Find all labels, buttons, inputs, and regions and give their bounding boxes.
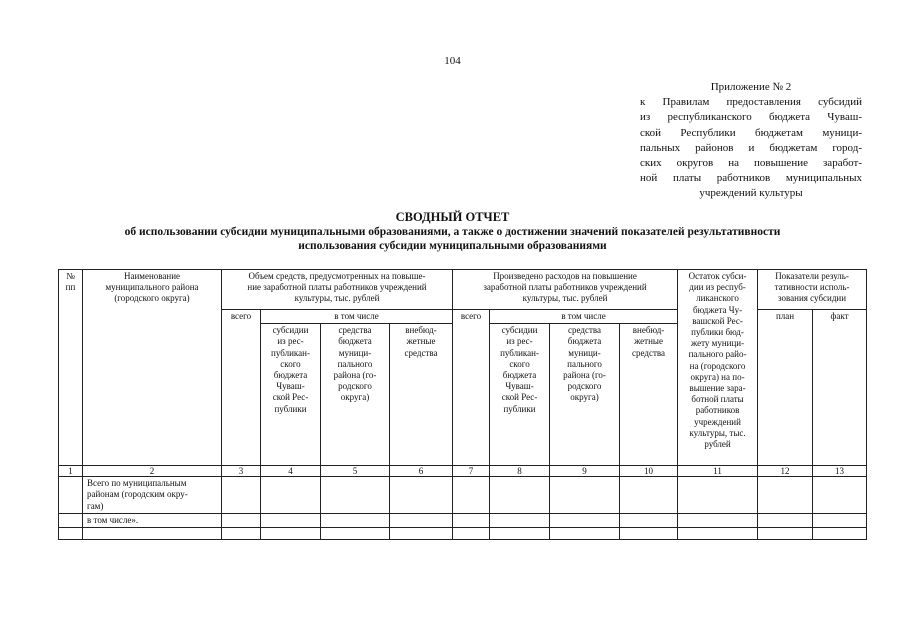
column-number: 7 (453, 466, 490, 477)
header-subsidy: субсидии из рес- публикан- ского бюджета Чуваш- ской Рес- публики (490, 324, 550, 466)
column-number: 11 (678, 466, 758, 477)
header-including: в том числе (490, 310, 678, 324)
appendix-line: пальных районов и бюджетам город- (640, 141, 862, 154)
appendix-line: ской Республики бюджетам муници- (640, 126, 862, 139)
table-cell (83, 528, 222, 540)
column-number: 12 (758, 466, 813, 477)
header-fact: факт (813, 310, 867, 466)
table-cell (390, 513, 453, 527)
header-subsidy: субсидии из рес- публикан- ского бюджета Чуваш- ской Рес- публики (261, 324, 321, 466)
column-number: 8 (490, 466, 550, 477)
column-number: 13 (813, 466, 867, 477)
header-balance: Остаток субси- дии из респуб- ликанского бюджета Чу- вашской Рес- публики бюд- жету муници- пального райо- на (городского округа) на по- вышение зара- ботной платы работников учреждений культуры, тыс. рублей (678, 270, 758, 466)
table-cell (261, 528, 321, 540)
report-title-block (40, 209, 865, 253)
table-cell (490, 513, 550, 527)
header-local-funds: средства бюджета муници- пального района (го- родского округа) (321, 324, 390, 466)
header-local-funds: средства бюджета муници- пального района (го- родского округа) (550, 324, 620, 466)
table-cell (490, 477, 550, 514)
table-cell (222, 528, 261, 540)
table-row-total (59, 477, 867, 514)
table-cell (390, 477, 453, 514)
table-cell (620, 477, 678, 514)
column-number: 6 (390, 466, 453, 477)
table-cell (59, 528, 83, 540)
column-number: 10 (620, 466, 678, 477)
table-cell (222, 513, 261, 527)
table-cell (261, 513, 321, 527)
report-subtitle: использования субсидии муниципальными образованиями (298, 240, 607, 252)
appendix-line: учреждений культуры (699, 187, 803, 200)
report-subtitle: об использовании субсидии муниципальными образованиями, а также о достижении значений показателей результативности (124, 226, 781, 238)
table-cell (620, 513, 678, 527)
table-cell (758, 477, 813, 514)
header-including: в том числе (261, 310, 453, 324)
table-cell (550, 528, 620, 540)
appendix-line: ной платы работников муниципальных (640, 172, 862, 185)
table-cell (758, 528, 813, 540)
header-spent: Произведено расходов на повышение заработной платы работников учреждений культуры, тыс. рублей (453, 270, 678, 310)
column-number: 4 (261, 466, 321, 477)
table-cell (550, 477, 620, 514)
table-row-empty (59, 528, 867, 540)
table-cell (59, 513, 83, 527)
header-plan: план (758, 310, 813, 466)
row-including-label: в том числе». (83, 513, 222, 527)
report-table (58, 269, 867, 540)
row-total-label: Всего по муниципальным районам (городским окру- гам) (83, 477, 222, 514)
table-row-including (59, 513, 867, 527)
report-title: СВОДНЫЙ ОТЧЕТ (395, 210, 510, 224)
column-number: 5 (321, 466, 390, 477)
appendix-title: Приложение № 2 (710, 81, 792, 93)
table-cell (813, 528, 867, 540)
header-name: Наименование муниципального района (городского округа) (83, 270, 222, 466)
table-cell (453, 528, 490, 540)
table-cell (678, 528, 758, 540)
table-cell (453, 513, 490, 527)
table-cell (813, 513, 867, 527)
table-cell (222, 477, 261, 514)
column-number-row (59, 466, 867, 477)
column-number: 3 (222, 466, 261, 477)
table-cell (390, 528, 453, 540)
appendix-line: к Правилам предоставления субсидий (640, 96, 862, 109)
column-number: 2 (83, 466, 222, 477)
table-cell (678, 477, 758, 514)
table-cell (321, 528, 390, 540)
table-cell (490, 528, 550, 540)
appendix-block (640, 80, 862, 202)
table-cell (550, 513, 620, 527)
header-total: всего (222, 310, 261, 466)
header-extra-budget: внебюд- жетные средства (620, 324, 678, 466)
table-cell (453, 477, 490, 514)
header-number: № пп (59, 270, 83, 466)
table-cell (678, 513, 758, 527)
table-cell (321, 477, 390, 514)
table-cell (758, 513, 813, 527)
table-cell (620, 528, 678, 540)
appendix-line: из республиканского бюджета Чуваш- (640, 111, 862, 124)
header-extra-budget: внебюд- жетные средства (390, 324, 453, 466)
table-cell (59, 477, 83, 514)
table-cell (261, 477, 321, 514)
table-cell (813, 477, 867, 514)
column-number: 1 (59, 466, 83, 477)
table-cell (321, 513, 390, 527)
header-volume: Объем средств, предусмотренных на повыше- ние заработной платы работников учреждений культуры, тыс. рублей (222, 270, 453, 310)
column-number: 9 (550, 466, 620, 477)
header-indicators: Показатели резуль- тативности исполь- зования субсидии (758, 270, 867, 310)
header-total: всего (453, 310, 490, 466)
appendix-line: ских округов на повышение заработ- (640, 157, 862, 170)
page-number: 104 (444, 55, 461, 67)
